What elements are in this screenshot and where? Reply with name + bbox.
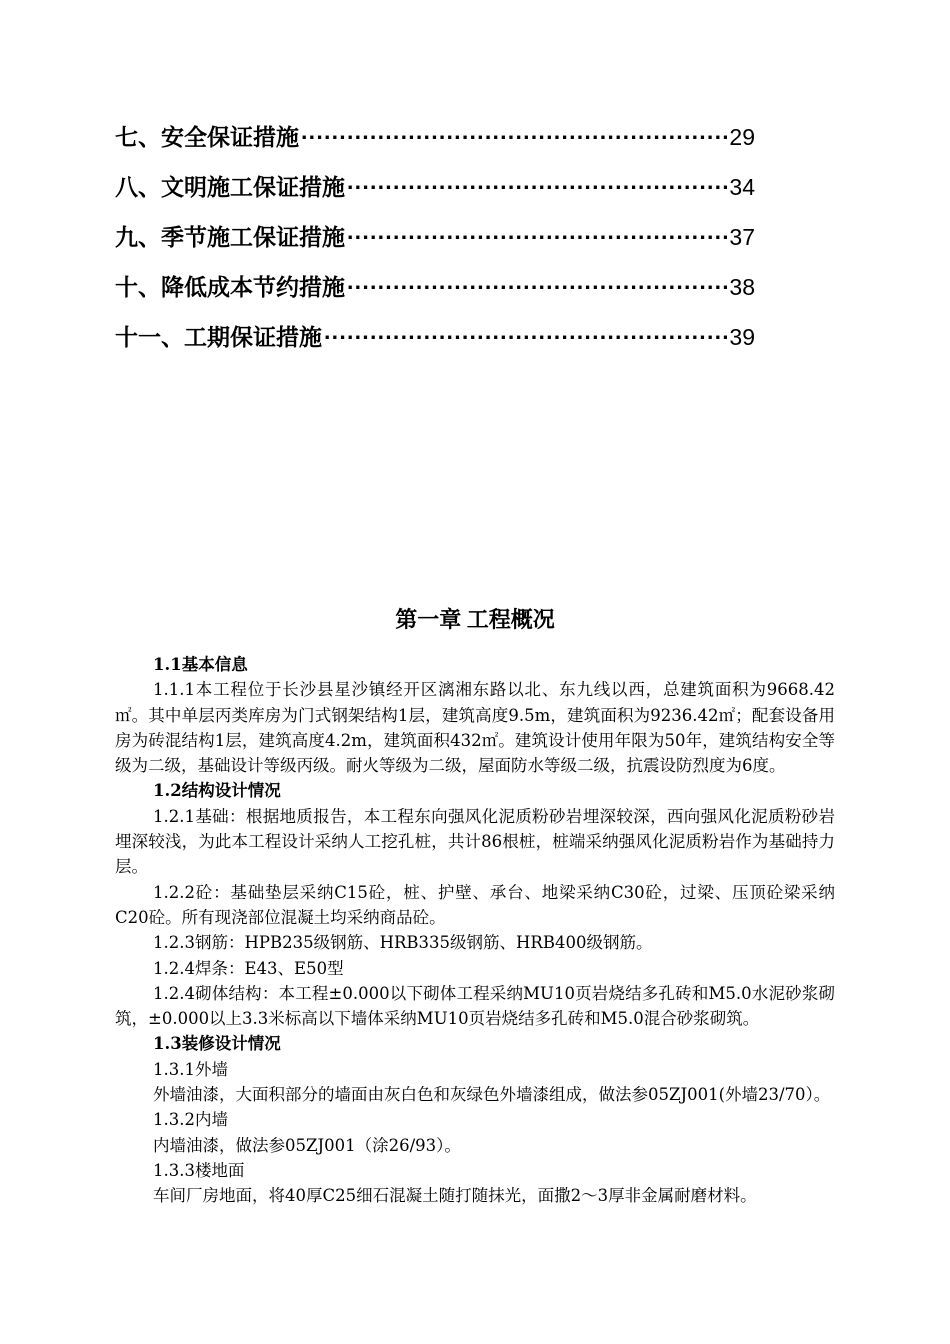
toc-entry-title: 十一、工期保证措施 [115,324,322,350]
chapter-title: 第一章 工程概况 [395,606,555,632]
toc-entry-title: 七、安全保证措施 [115,124,299,150]
section-heading: 1.3装修设计情况 [153,1034,281,1054]
toc-entry[interactable] [115,112,755,162]
section-heading: 1.1基本信息 [153,655,248,674]
subsection-heading: 1.3.3楼地面 [153,1160,245,1180]
paragraph: 外墙油漆，大面积部分的墙面由灰白色和灰绿色外墙漆组成，做法参05ZJ001(外墙23/70）。 [153,1085,831,1105]
toc-entry-title: 九、季节施工保证措施 [115,224,345,250]
paragraph: 1.2.3钢筋：HPB235级钢筋、HRB335级钢筋、HRB400级钢筋。 [153,933,653,953]
table-of-contents [115,112,755,362]
toc-leader-dots [347,212,727,262]
paragraph: 1.1.1本工程位于长沙县星沙镇经开区漓湘东路以北、东九线以西，总建筑面积为9668.42㎡。其中单层丙类库房为门式钢架结构1层，建筑高度9.5m，建筑面积为9236.42㎡；配套设备用房为砖混结构1层，建筑高度4.2m，建筑面积432㎡。建筑设计使用年限为50年，建筑结构安全等级为二级，基础设计等级丙级。耐火等级为二级，屋面防水等级二级，抗震设防烈度为6度。 [115,680,835,776]
toc-entry-page: 29 [729,124,755,150]
paragraph: 1.2.1基础：根据地质报告，本工程东向强风化泥质粉砂岩埋深较深，西向强风化泥质粉砂岩埋深较浅，为此本工程设计采纳人工挖孔桩，共计86根桩，桩端采纳强风化泥质粉岩作为基础持力层。 [115,806,835,877]
toc-entry-title: 八、文明施工保证措施 [115,174,345,200]
toc-entry-page: 37 [729,224,755,250]
section-heading: 1.2结构设计情况 [153,781,281,801]
toc-leader-dots [324,312,727,362]
paragraph: 内墙油漆，做法参05ZJ001（涂26/93）。 [153,1135,461,1155]
toc-leader-dots [347,162,727,212]
chapter-body [115,652,835,1209]
paragraph: 1.2.4砌体结构：本工程±0.000以下砌体工程采纳MU10页岩烧结多孔砖和M5.0水泥砂浆砌筑，±0.000以上3.3米标高以下墙体采纳MU10页岩烧结多孔砖和M5.0混合砂浆砌筑。 [115,983,835,1029]
toc-entry-page: 39 [729,324,755,350]
toc-entry-title: 十、降低成本节约措施 [115,274,345,300]
toc-leader-dots [347,262,727,312]
toc-leader-dots [301,112,727,162]
paragraph: 1.2.4焊条：E43、E50型 [153,958,344,978]
toc-entry[interactable] [115,212,755,262]
toc-entry-page: 34 [729,174,755,200]
toc-entry[interactable] [115,312,755,362]
toc-entry[interactable] [115,262,755,312]
toc-entry[interactable] [115,162,755,212]
paragraph: 车间厂房地面，将40厚C25细石混凝土随打随抹光，面撒2～3厚非金属耐磨材料。 [153,1186,757,1206]
subsection-heading: 1.3.1外墙 [153,1059,228,1079]
subsection-heading: 1.3.2内墙 [153,1110,228,1130]
paragraph: 1.2.2砼：基础垫层采纳C15砼，桩、护壁、承台、地梁采纳C30砼，过梁、压顶砼梁采纳C20砼。所有现浇部位混凝土均采纳商品砼。 [115,882,835,927]
toc-entry-page: 38 [729,274,755,300]
